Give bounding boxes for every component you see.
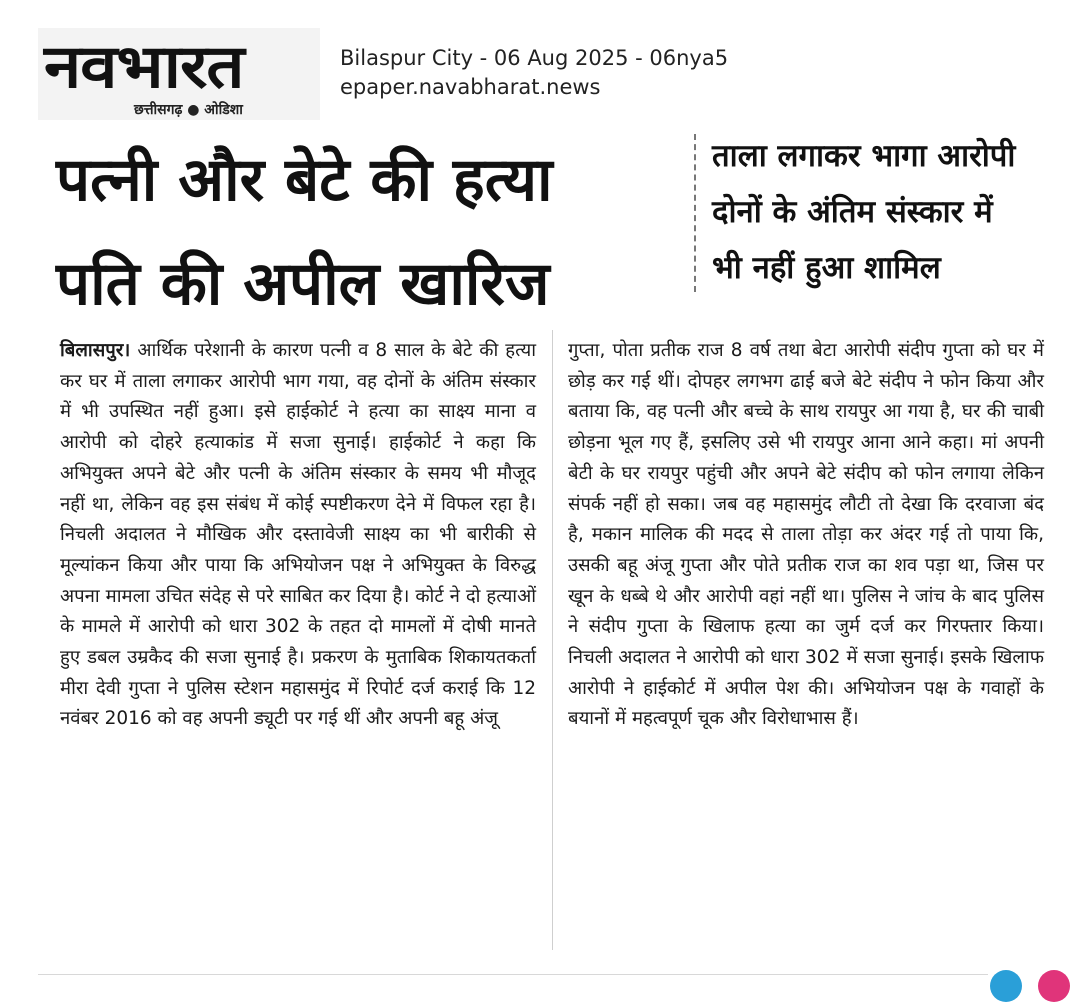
headline-line-2: पति की अपील खारिज — [56, 249, 550, 319]
subheadline-line-3: भी नहीं हुआ शामिल — [712, 250, 941, 286]
masthead — [38, 28, 320, 120]
headline-line-1: पत्नी और बेटे की हत्या — [56, 145, 553, 215]
subheadline-line-1: ताला लगाकर भागा आरोपी — [712, 138, 1016, 174]
newspaper-logo: नवभारत — [44, 32, 244, 102]
headline-divider — [694, 134, 696, 292]
pink-dot-icon — [1038, 970, 1070, 1002]
epaper-url: epaper.navabharat.news — [340, 75, 601, 99]
edition-info: Bilaspur City - 06 Aug 2025 - 06nya5 — [340, 46, 729, 70]
article-column-left — [60, 336, 536, 735]
headline — [56, 128, 696, 336]
article-text-right: गुप्ता, पोता प्रतीक राज 8 वर्ष तथा बेटा आरोपी संदीप गुप्ता को घर में छोड़ कर गई थीं। दोपहर लगभग ढाई बजे बेटे संदीप ने फोन किया और बताया कि, वह पत्नी और बच्चे के साथ रायपुर आ गया है, घर की चाबी छोड़ना भूल गए हैं, इसलिए उसे भी रायपुर आना आने कहा। मां अपनी बेटी के घर रायपुर पहुंची और अपने बेटे संदीप को फोन लगाया लेकिन संपर्क नहीं हो सका। जब वह महासमुंद लौटी तो देखा कि दरवाजा बंद है, मकान मालिक की मदद से ताला तोड़ा कर अंदर गई तो पाया कि, उसकी बहू अंजू गुप्ता और पोते प्रतीक राज का शव पड़ा था, जिस पर खून के धब्बे थे और आरोपी वहां नहीं था। पुलिस ने जांच के बाद पुलिस ने संदीप गुप्ता के खिलाफ हत्या का जुर्म दर्ज कर गिरफ्तार किया। निचली अदालत ने आरोपी को धारा 302 में सजा सुनाई। इसके खिलाफ आरोपी ने हाईकोर्ट में अपील पेश की। अभियोजन पक्ष के गवाहों के बयानों में महत्वपूर्ण चूक और विरोधाभास हैं। — [568, 340, 1044, 730]
bottom-rule — [38, 974, 988, 975]
edition-regions: छत्तीसगढ़ ● ओडिशा — [134, 102, 243, 118]
edition-meta — [340, 44, 728, 102]
dateline: बिलासपुर। — [60, 340, 131, 361]
blue-dot-icon — [990, 970, 1022, 1002]
subheadline-line-2: दोनों के अंतिम संस्कार में — [712, 194, 993, 230]
subheadline — [712, 128, 1052, 296]
column-divider — [552, 330, 553, 950]
article-text-left: आर्थिक परेशानी के कारण पत्नी व 8 साल के बेटे की हत्या कर घर में ताला लगाकर आरोपी भाग गया, वह दोनों के अंतिम संस्कार में भी उपस्थित नहीं हुआ। इसे हाईकोर्ट ने हत्या का साक्ष्य माना व आरोपी को दोहरे हत्याकांड में सजा सुनाई। हाईकोर्ट ने कहा कि अभियुक्त अपने बेटे और पत्नी के अंतिम संस्कार के समय भी मौजूद नहीं था, लेकिन वह इस संबंध में कोई स्पष्टीकरण देने में विफल रहा है। निचली अदालत ने मौखिक और दस्तावेजी साक्ष्य का भी बारीकी से मूल्यांकन किया और पाया कि अभियोजन पक्ष ने अभियुक्त के विरुद्ध अपना मामला उचित संदेह से परे साबित कर दिया है। कोर्ट ने दो हत्याओं के मामले में आरोपी को धारा 302 के तहत दो मामलों में दोषी मानते हुए डबल उम्रकैद की सजा सुनाई है। प्रकरण के मुताबिक शिकायतकर्ता मीरा देवी गुप्ता ने पुलिस स्टेशन महासमुंद में रिपोर्ट दर्ज कराई कि 12 नवंबर 2016 को वह अपनी ड्यूटी पर गई थीं और अपनी बहू अंजू — [60, 340, 536, 730]
article-column-right — [568, 336, 1044, 735]
